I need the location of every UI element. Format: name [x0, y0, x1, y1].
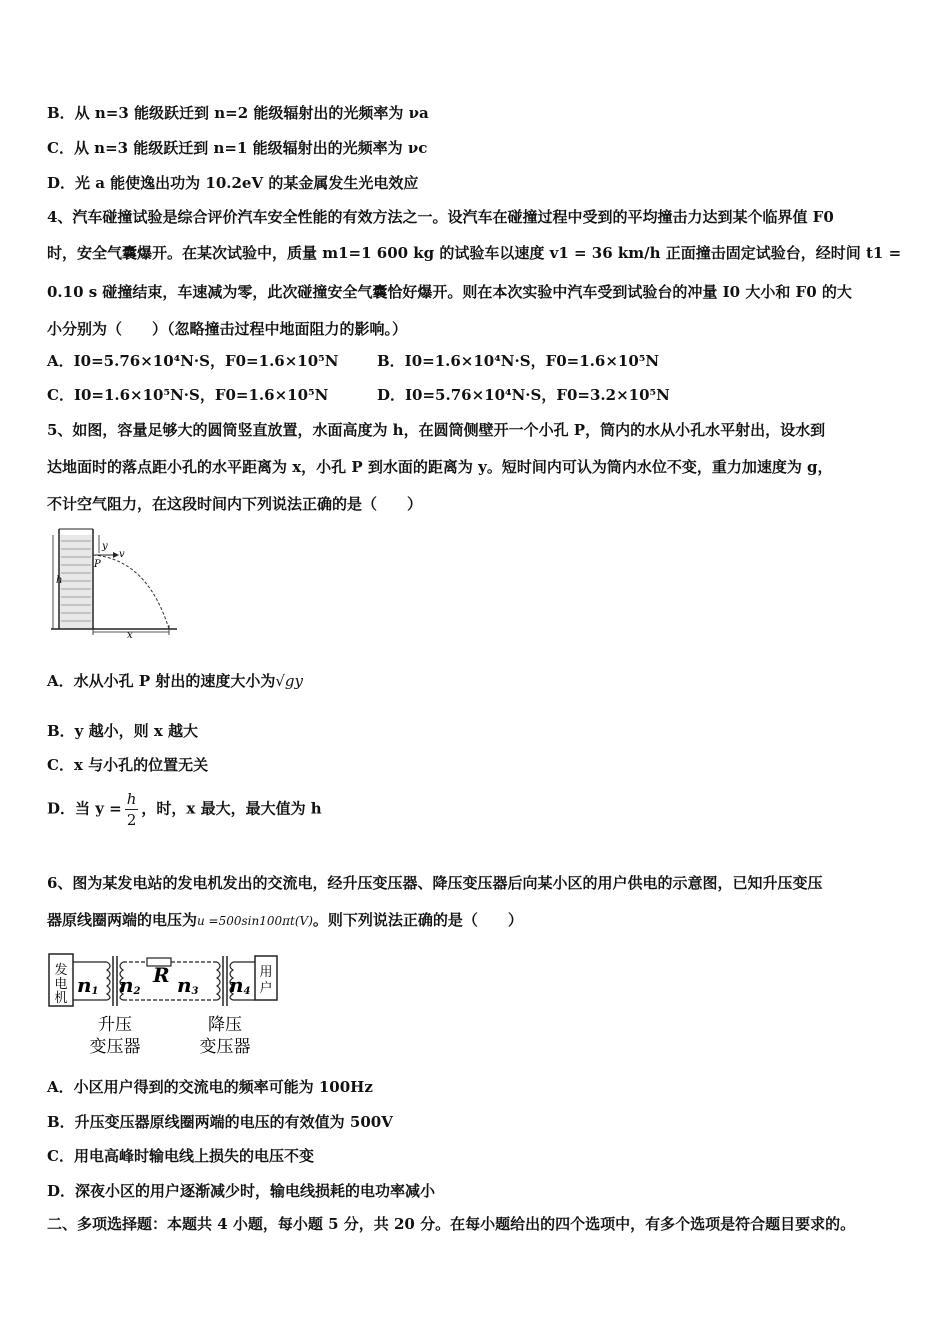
- q5-option-d-post: ，时，x 最大，最大值为 h: [141, 799, 322, 818]
- q4-stem-line1: 4、汽车碰撞试验是综合评价汽车安全性能的有效方法之一。设汽车在碰撞过程中受到的平均撞击力达到某个临界值 F0: [47, 208, 834, 226]
- q4-stem-line3: 0.10 s 碰撞结束，车速减为零，此次碰撞安全气囊恰好爆开。则在本次实验中汽车受到试验台的冲量 I0 大小和 F0 的大: [47, 283, 852, 301]
- q5-fig-label-v: v: [119, 549, 125, 560]
- q3-option-b: B．从 n=3 能级跃迁到 n=2 能级辐射出的光频率为 νa: [47, 104, 429, 122]
- q6-fig-generator-label-2: 电: [54, 977, 68, 992]
- q6-option-b: B．升压变压器原线圈两端的电压的有效值为 500V: [47, 1113, 393, 1131]
- q6-stem-line2-post: 。则下列说法正确的是（ ）: [312, 911, 523, 929]
- q4-stem-line4: 小分别为（ ）（忽略撞击过程中地面阻力的影响。）: [47, 320, 408, 338]
- q5-option-d-pre: D．当 y =: [47, 799, 122, 818]
- q3-option-c: C．从 n=3 能级跃迁到 n=1 能级辐射出的光频率为 νc: [47, 139, 428, 157]
- q6-fig-r: R: [153, 963, 170, 987]
- q6-option-a: A．小区用户得到的交流电的频率可能为 100Hz: [47, 1078, 373, 1096]
- q6-fig-generator-label-1: 发: [54, 963, 68, 978]
- q5-option-a-text: A．水从小孔 P 射出的速度大小为: [47, 672, 276, 690]
- q4-option-c: C．I0=1.6×10⁵N·S，F0=1.6×10⁵N: [47, 386, 329, 404]
- q5-fig-label-x: x: [127, 630, 133, 640]
- q5-option-d-fraction: [125, 790, 139, 829]
- q6-fig-generator-label-3: 机: [54, 991, 68, 1006]
- q5-fig-label-p: P: [94, 559, 101, 570]
- q6-fig-user-label-2: 户: [259, 981, 273, 996]
- q4-option-b: B．I0=1.6×10⁴N·S，F0=1.6×10⁵N: [377, 352, 660, 370]
- q6-fig-step-up-1: 升压: [98, 1015, 132, 1035]
- q5-stem-line1: 5、如图，容量足够大的圆筒竖直放置，水面高度为 h，在圆筒侧壁开一个小孔 P，筒内的水从小孔水平射出，设水到: [47, 421, 826, 439]
- q5-fig-label-y: y: [102, 541, 108, 552]
- section-2-heading: 二、多项选择题：本题共 4 小题，每小题 5 分，共 20 分。在每小题给出的四个选项中，有多个选项是符合题目要求的。: [47, 1215, 856, 1233]
- q4-option-a: A．I0=5.76×10⁴N·S，F0=1.6×10⁵N: [47, 352, 339, 370]
- q6-fig-n3: n3: [177, 973, 199, 997]
- q6-voltage-formula: u =500sin100πt(V): [197, 914, 313, 928]
- q5-stem-line2: 达地面时的落点距小孔的水平距离为 x，小孔 P 到水面的距离为 y。短时间内可认为筒内水位不变，重力加速度为 g，: [47, 458, 833, 476]
- q5-fig-label-h: h: [56, 575, 63, 586]
- q5-cylinder-figure: [47, 525, 187, 640]
- q4-stem-line2: 时，安全气囊爆开。在某次试验中，质量 m1=1 600 kg 的试验车以速度 v1 = 36 km/h 正面撞击固定试验台，经时间 t1 =: [47, 244, 902, 262]
- q6-stem-line2: [47, 909, 523, 930]
- q4-option-d: D．I0=5.76×10⁴N·S，F0=3.2×10⁵N: [377, 386, 670, 404]
- q6-fig-n4: n4: [229, 973, 251, 997]
- q5-option-c: C．x 与小孔的位置无关: [47, 756, 209, 774]
- q5-option-d-numerator: h: [126, 790, 137, 808]
- q6-fig-step-down-2: 变压器: [199, 1037, 251, 1057]
- q6-stem-line2-pre: 器原线圈两端的电压为: [47, 911, 198, 929]
- q6-fig-step-down-1: 降压: [208, 1015, 242, 1035]
- q6-fig-n1: n1: [77, 973, 99, 997]
- q5-option-b: B．y 越小，则 x 越大: [47, 722, 199, 740]
- q6-fig-user-label-1: 用: [259, 965, 273, 980]
- q5-option-a: [47, 670, 303, 691]
- q5-stem-line3: 不计空气阻力，在这段时间内下列说法正确的是（ ）: [47, 495, 423, 513]
- q6-option-d: D．深夜小区的用户逐渐减少时，输电线损耗的电功率减小: [47, 1182, 436, 1200]
- q5-option-d-denominator: 2: [126, 811, 137, 829]
- q6-fig-step-up-2: 变压器: [89, 1037, 141, 1057]
- q6-stem-line1: 6、图为某发电站的发电机发出的交流电，经升压变压器、降压变压器后向某小区的用户供电的示意图，已知升压变压: [47, 874, 823, 892]
- q6-fig-n2: n2: [119, 973, 141, 997]
- q6-option-c: C．用电高峰时输电线上损失的电压不变: [47, 1147, 314, 1165]
- q5-option-a-sqrt: √gy: [275, 672, 304, 690]
- q6-transformer-diagram: [47, 942, 287, 1062]
- q3-option-d: D．光 a 能使逸出功为 10.2eV 的某金属发生光电效应: [47, 174, 419, 192]
- q5-option-d: [47, 790, 322, 829]
